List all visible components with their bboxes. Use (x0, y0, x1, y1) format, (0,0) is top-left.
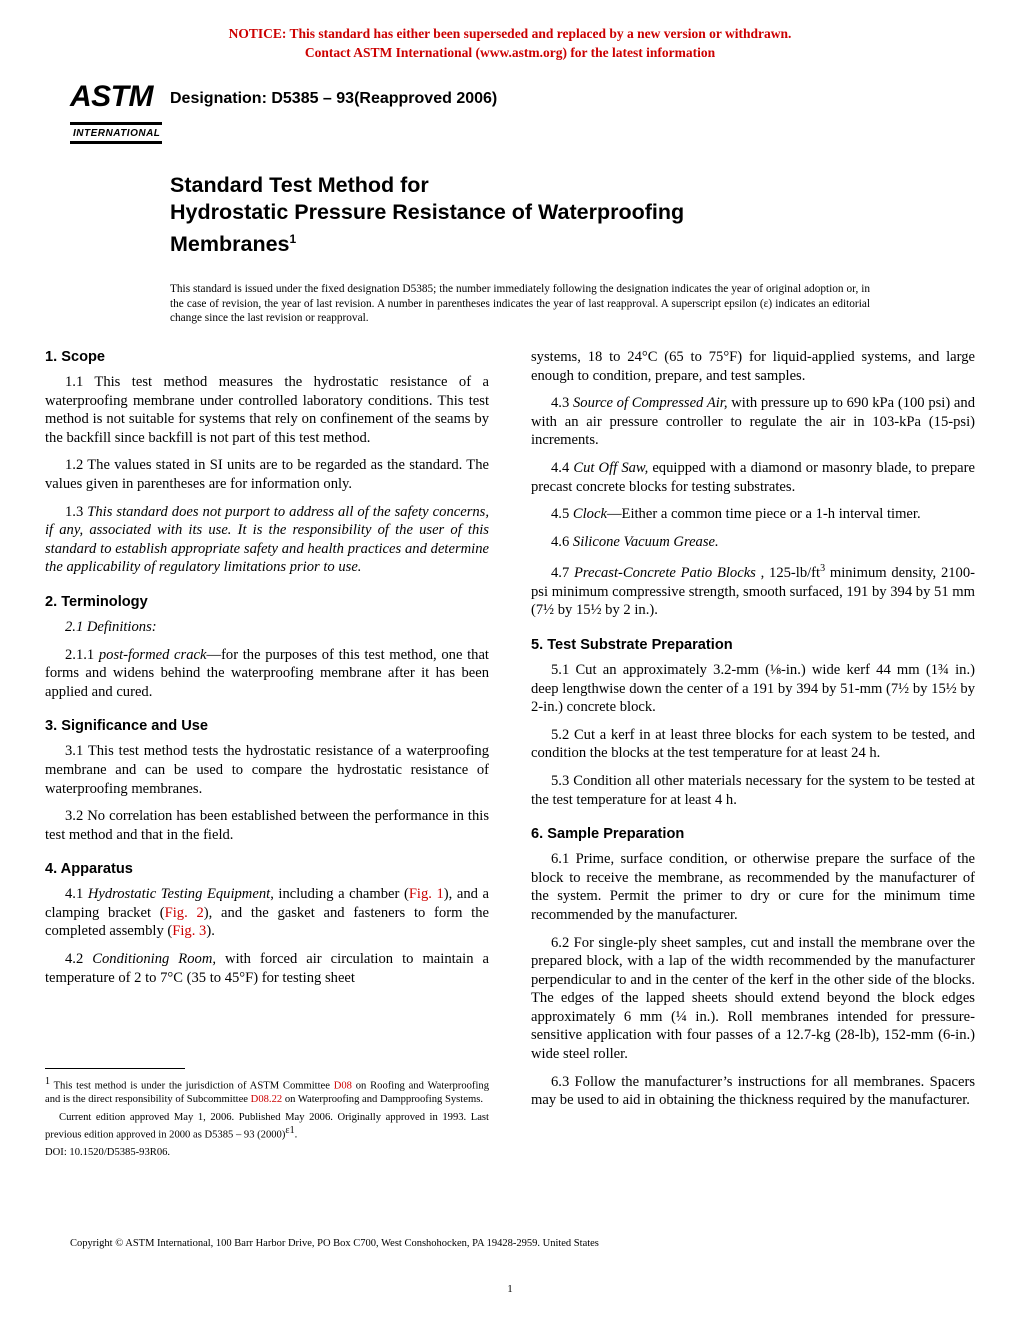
paragraph-4-1-number: 4.1 (65, 886, 88, 903)
paragraph-4-4-term: Cut Off Saw, (573, 459, 649, 476)
link-figure-3[interactable]: Fig. 3 (172, 923, 207, 940)
paragraph-4-7-text-a: , 125-lb/ft (755, 565, 821, 582)
footnote-text-d-end: . (294, 1129, 298, 1141)
paragraph-2-1-1-term: post-formed crack (98, 646, 207, 663)
logo-bar-bottom (70, 141, 162, 144)
notice-line-2: Contact ASTM International (www.astm.org) for the latest information (304, 45, 716, 60)
paragraph-4-7 (531, 560, 975, 620)
title-line-1: Standard Test Method for (170, 173, 429, 197)
logo-bar-top (70, 122, 162, 125)
footnote-rule (45, 1068, 185, 1069)
paragraph-6-1: 6.1 Prime, surface condition, or otherwise prepare the surface of the block to receive the membrane, as recommended by the manufacturer of the system. Permit the primer to dry or cure for the minimum time recommended by the manufacturer. (531, 851, 975, 923)
paragraph-4-5-number: 4.5 (551, 506, 573, 523)
footnote-text-d: Current edition approved May 1, 2006. Published May 2006. Originally approved in 1993. Last previous edition approved in 2000 as D5385 – 93 (2000) (45, 1111, 489, 1141)
paragraph-4-6-number: 4.6 (551, 533, 573, 550)
footnote-text-b: on Roofing and Waterproofing and is the direct responsibility of Subcommittee (45, 1080, 489, 1105)
paragraph-4-3-term: Source of Compressed Air, (572, 395, 728, 412)
link-subcommittee-d0822[interactable]: D08.22 (250, 1093, 283, 1105)
paragraph-4-5-term: Clock (572, 506, 607, 523)
paragraph-5-1: 5.1 Cut an approximately 3.2-mm (⅛-in.) wide kerf 44 mm (1¾ in.) deep lengthwise down the center of a 191 by 394 by 51-mm (7½ by 15½ by 2-in.) concrete block. (531, 661, 975, 716)
paragraph-4-1-text-c: ), and the gasket and fasteners to form the completed assembly ( (45, 904, 489, 940)
paragraph-5-2: 5.2 Cut a kerf in at least three blocks for each system to be tested, and condition the blocks at the test temperature for at least 24 h. (531, 726, 975, 762)
paragraph-1-1: 1.1 This test method measures the hydrostatic resistance of a waterproofing membrane under controlled laboratory conditions. This test method is not suitable for systems that rely on confinement of the seams by the backfill since backfill is not part of this test method. (45, 374, 489, 446)
paragraph-6-3: 6.3 Follow the manufacturer’s instructions for all membranes. Spacers may be used to aid in obtaining the thickness required by the manufacturer. (531, 1073, 975, 1109)
paragraph-4-7-number: 4.7 (551, 565, 574, 582)
paragraph-4-4-number: 4.4 (551, 459, 574, 476)
standard-issue-note: This standard is issued under the fixed designation D5385; the number immediately following the designation indicates the year of original adoption or, in the case of revision, the year of last revision. A number in parentheses indicates the year of last reapproval. A superscript epsilon (ε) indicates an editorial change since the last revision or reapproval. (170, 283, 870, 325)
paragraph-4-4-text: equipped with a diamond or masonry blade, to prepare precast concrete blocks for testing substrates. (531, 459, 975, 495)
paragraph-4-7-term: Precast-Concrete Patio Blocks (574, 565, 756, 582)
section-heading-terminology: 2. Terminology (45, 593, 148, 610)
title-line-2: Hydrostatic Pressure Resistance of Waterproofing (170, 200, 685, 224)
paragraph-4-1-term: Hydrostatic Testing Equipment (87, 886, 271, 903)
paragraph-3-1: 3.1 This test method tests the hydrostatic resistance of a waterproofing membrane and can be used to compare the hydrostatic resistance of waterproofing membranes. (45, 743, 489, 797)
footnote-doi: DOI: 10.1520/D5385-93R06. (45, 1147, 171, 1159)
paragraph-4-2-text: with forced air circulation to maintain a temperature of 2 to 7°C (35 to 45°F) for testing sheet (45, 951, 490, 986)
paragraph-5-3: 5.3 Condition all other materials necessary for the system to be tested at the test temperature for at least 4 h. (531, 772, 975, 808)
section-heading-apparatus: 4. Apparatus (45, 861, 133, 878)
title-footnote-marker: 1 (289, 232, 297, 246)
link-committee-d08[interactable]: D08 (333, 1080, 352, 1092)
footnote-text-a: This test method is under the jurisdiction of ASTM Committee (50, 1080, 334, 1092)
paragraph-4-2-number: 4.2 (65, 951, 93, 968)
paragraph-4-5-text: —Either a common time piece or a 1-h interval timer. (606, 506, 921, 523)
notice-line-1: NOTICE: This standard has either been superseded and replaced by a new version or withdrawn. (228, 26, 792, 41)
paragraph-2-1-1 (45, 646, 489, 702)
footnote-paragraph-1 (45, 1075, 489, 1106)
paragraph-4-6 (531, 533, 975, 552)
link-figure-2[interactable]: Fig. 2 (164, 904, 204, 921)
paragraph-1-2: 1.2 The values stated in SI units are to be regarded as the standard. The values given in parentheses are for information only. (45, 457, 489, 492)
section-heading-sample-preparation: 6. Sample Preparation (531, 826, 685, 843)
copyright-line: Copyright © ASTM International, 100 Barr Harbor Drive, PO Box C700, West Conshohocken, PA 19428-2959. United States (70, 1238, 599, 1249)
paragraph-4-2 (45, 950, 489, 987)
page-title (170, 172, 960, 258)
paragraph-2-1-1-text: —for the purposes of this test method, one that forms and widens behind the waterproofing membrane after it has been applied and cured. (45, 646, 489, 700)
link-figure-1[interactable]: Fig. 1 (408, 886, 444, 903)
document-header (70, 78, 960, 158)
paragraph-4-2-term: Conditioning Room, (92, 951, 217, 968)
paragraph-2-1-1-number: 2.1.1 (65, 646, 99, 663)
astm-logo-icon (70, 78, 165, 148)
astm-logo-subtitle: INTERNATIONAL (73, 128, 161, 139)
footnote-epsilon-superscript: ε1 (285, 1124, 295, 1136)
footnote-text-c: on Waterproofing and Dampproofing Systems. (282, 1093, 483, 1105)
title-line-3: Membranes (170, 232, 290, 257)
paragraph-4-3-number: 4.3 (551, 395, 573, 412)
paragraph-4-3-text: with pressure up to 690 kPa (100 psi) and with an air pressure controller to regulate the air in 103-kPa (15-psi) increments. (531, 395, 975, 449)
page-number: 1 (507, 1283, 513, 1295)
paragraph-4-4 (531, 459, 975, 496)
right-column (531, 348, 975, 1119)
paragraph-4-1-text-b: ), and a clamping bracket ( (45, 886, 489, 921)
paragraph-4-1 (45, 885, 489, 941)
paragraph-4-2-continued: systems, 18 to 24°C (65 to 75°F) for liquid-applied systems, and large enough to condition, prepare, and test samples. (531, 349, 975, 384)
paragraph-4-6-term: Silicone Vacuum Grease. (572, 533, 719, 550)
section-heading-significance: 3. Significance and Use (45, 718, 209, 735)
paragraph-4-7-superscript: 3 (820, 563, 826, 575)
paragraph-6-2: 6.2 For single-ply sheet samples, cut and install the membrane over the prepared block, with a lap of the width recommended by the manufacturer perpendicular to and in the center of the kerf in the other side of the blocks. The edges of the lapped sheets should extend beyond the block edges approximately 6 mm (¼ in.). Roll membranes intended for pressure-sensitive application with four passes of a 12.7-kg (28-lb), 152-mm (6-in.) wide steel roller. (531, 934, 975, 1063)
footnote-block (45, 1068, 489, 1164)
section-heading-scope: 1. Scope (45, 349, 106, 365)
footnote-marker: 1 (45, 1076, 50, 1087)
designation-line: Designation: D5385 – 93(Reapproved 2006) (170, 90, 498, 107)
paragraph-1-3 (45, 503, 489, 577)
paragraph-4-1-text-d: ). (206, 923, 215, 940)
title-block (170, 172, 960, 326)
paragraph-4-5 (531, 505, 975, 524)
footnote-paragraph-2 (45, 1111, 489, 1142)
paragraph-4-7-text-b: minimum density, 2100-psi minimum compressive strength, smooth surfaced, 191 by 394 by 51 mm (7½ by 15½ by 2 in.). (531, 565, 975, 619)
astm-logo-acronym: ASTM (70, 80, 153, 113)
paragraph-3-2: 3.2 No correlation has been established between the performance in this test method and that in the field. (45, 808, 489, 843)
paragraph-1-3-text: This standard does not purport to address all of the safety concerns, if any, associated with its use. It is the responsibility of the user of this standard to establish appropriate safety and health practices and determine the applicability of regulatory limitations prior to use. (45, 503, 489, 576)
paragraph-2-1: 2.1 Definitions: (65, 618, 157, 635)
paragraph-4-1-text-a: , including a chamber ( (270, 886, 409, 903)
paragraph-4-3 (531, 394, 975, 450)
section-heading-test-substrate: 5. Test Substrate Preparation (531, 636, 733, 653)
paragraph-1-3-number: 1.3 (65, 503, 88, 520)
left-column (45, 348, 489, 996)
notice-banner (0, 24, 1020, 62)
